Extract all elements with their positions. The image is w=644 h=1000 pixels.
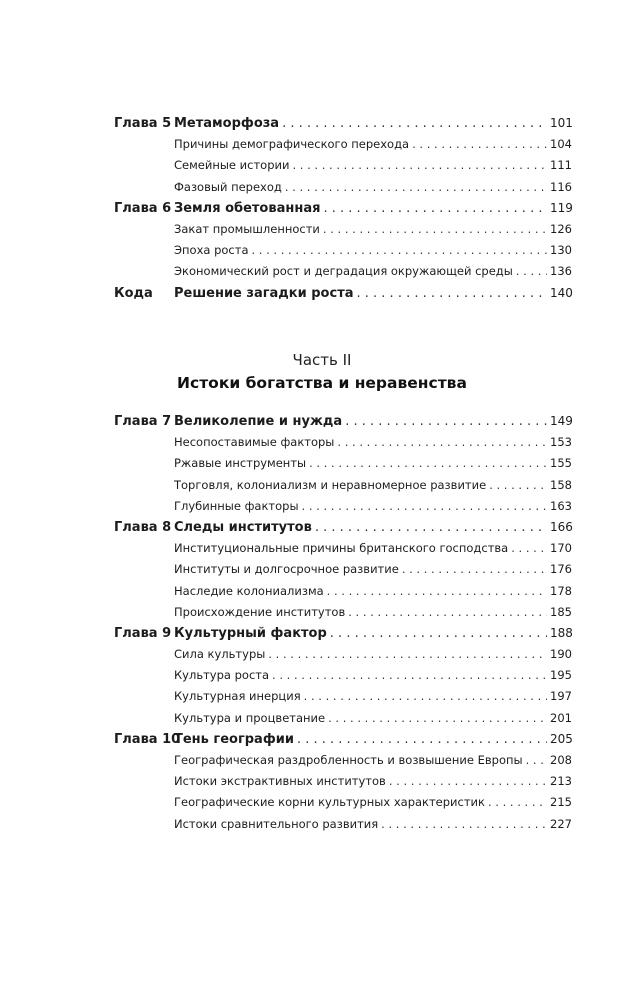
page-number: 190: [550, 647, 572, 662]
toc-subsection-row: [114, 774, 572, 795]
toc-subsection-row: [114, 541, 572, 562]
toc-subsection-row: [114, 477, 572, 499]
dot-leader: [309, 456, 547, 470]
part-title: Истоки богатства и неравенства: [177, 374, 467, 392]
toc-subsection-row: [114, 137, 572, 158]
chapter-title: Культурный фактор: [174, 625, 327, 641]
page-number: 208: [550, 753, 572, 767]
page-number: 163: [550, 498, 572, 513]
dot-leader: [282, 116, 547, 131]
toc-section-1: [114, 116, 573, 307]
toc-subsection-row: [114, 795, 572, 816]
page-number: 213: [550, 774, 572, 789]
toc-chapter-row: [114, 116, 573, 137]
chapter-title: Земля обетованная: [174, 200, 321, 216]
page-number: 101: [550, 116, 573, 130]
subsection-title: Глубинные факторы: [174, 498, 299, 513]
dot-leader: [304, 689, 547, 703]
subsection-title: Торговля, колониализм и неравномерное развитие: [174, 477, 487, 492]
subsection-title: Истоки сравнительного развития: [174, 816, 379, 831]
toc-subsection-row: [114, 689, 572, 710]
dot-leader: [516, 264, 547, 278]
dot-leader: [337, 435, 547, 449]
dot-leader: [511, 541, 547, 555]
chapter-title: Решение загадки роста: [174, 285, 354, 301]
page-number: 188: [550, 625, 573, 640]
subsection-title: Ржавые инструменты: [174, 456, 307, 471]
dot-leader: [327, 584, 547, 598]
subsection-title: Наследие колониализма: [174, 583, 324, 598]
toc-chapter-row: [114, 625, 573, 647]
chapter-label: Глава 6: [114, 200, 172, 216]
toc-subsection-row: [114, 604, 572, 626]
chapter-title: Следы институтов: [174, 519, 312, 535]
page-number: 215: [550, 795, 572, 810]
dot-leader: [252, 243, 548, 257]
dot-leader: [412, 137, 547, 151]
dot-leader: [297, 732, 547, 747]
subsection-title: Эпоха роста: [174, 243, 249, 258]
toc-subsection-row: [114, 456, 572, 477]
page-number: 197: [550, 689, 572, 704]
subsection-title: Истоки экстрактивных институтов: [174, 774, 386, 789]
dot-leader: [488, 795, 547, 809]
subsection-title: Фазовый переход: [174, 179, 282, 194]
page-number: 130: [550, 243, 572, 258]
subsection-title: Происхождение институтов: [174, 604, 346, 619]
page-number: 153: [550, 435, 572, 450]
page-number: 155: [550, 456, 572, 471]
subsection-title: Географические корни культурных характеристик: [174, 795, 485, 810]
toc-subsection-row: [114, 179, 572, 201]
subsection-title: Институциональные причины британского господства: [174, 541, 509, 556]
dot-leader: [285, 180, 547, 194]
page-number: 116: [550, 179, 572, 194]
toc-subsection-row: [114, 221, 572, 243]
page-number: 158: [550, 477, 572, 492]
dot-leader: [302, 499, 547, 513]
page-number: 176: [550, 562, 572, 577]
subsection-title: Сила культуры: [174, 647, 266, 662]
page-number: 227: [550, 816, 572, 831]
toc-subsection-row: [114, 668, 572, 689]
dot-leader: [272, 668, 547, 682]
dot-leader: [323, 222, 547, 236]
toc-chapter-row: [114, 731, 573, 753]
dot-leader: [381, 817, 547, 831]
page-number: 136: [550, 264, 572, 279]
subsection-title: Культура и процветание: [174, 710, 326, 725]
page-number: 178: [550, 583, 572, 598]
page-number: 170: [550, 541, 572, 556]
toc-subsection-row: [114, 753, 572, 774]
chapter-title: Метаморфоза: [174, 116, 280, 131]
page-number: 104: [550, 137, 572, 152]
toc-chapter-row: [114, 519, 573, 541]
page-number: 149: [550, 414, 573, 428]
toc-subsection-row: [114, 264, 572, 285]
dot-leader: [348, 605, 547, 619]
dot-leader: [357, 286, 548, 301]
toc-subsection-row: [114, 816, 572, 838]
page-number: 126: [550, 221, 572, 236]
subsection-title: Причины демографического перехода: [174, 137, 410, 152]
dot-leader: [389, 774, 547, 788]
toc-subsection-row: [114, 243, 572, 264]
chapter-label: Глава 10: [114, 731, 181, 747]
page-number: 166: [550, 519, 573, 534]
dot-leader: [345, 414, 547, 429]
toc-subsection-row: [114, 583, 572, 605]
chapter-label: Глава 7: [114, 414, 172, 429]
subsection-title: Географическая раздробленность и возвышение Европы: [174, 753, 523, 767]
part-label: Часть II: [292, 351, 352, 369]
page-number: 119: [550, 200, 573, 215]
toc-chapter-row: [114, 285, 573, 307]
toc-chapter-row: [114, 414, 573, 435]
subsection-title: Экономический рост и деградация окружающей среды: [174, 264, 513, 279]
dot-leader: [323, 201, 547, 216]
subsection-title: Несопоставимые факторы: [174, 435, 335, 450]
page-number: 111: [550, 158, 572, 173]
toc-chapter-row: [114, 200, 573, 222]
dot-leader: [292, 158, 547, 172]
toc-subsection-row: [114, 158, 572, 179]
chapter-title: Тень географии: [174, 731, 294, 747]
subsection-title: Семейные истории: [174, 158, 290, 173]
page-number: 201: [550, 710, 572, 725]
toc-subsection-row: [114, 435, 572, 456]
dot-leader: [268, 647, 547, 661]
chapter-label: Глава 8: [114, 519, 172, 535]
page-number: 205: [550, 731, 573, 746]
chapter-label: Кода: [114, 285, 153, 301]
part-heading: [0, 350, 644, 394]
subsection-title: Закат промышленности: [174, 221, 320, 236]
chapter-label: Глава 9: [114, 625, 172, 641]
toc-section-2: [114, 414, 573, 838]
page-number: 185: [550, 604, 572, 619]
dot-leader: [330, 626, 547, 641]
page-number: 140: [550, 285, 573, 300]
toc-subsection-row: [114, 498, 572, 520]
page-number: 195: [550, 668, 572, 683]
toc-subsection-row: [114, 647, 572, 668]
dot-leader: [526, 753, 547, 767]
chapter-title: Великолепие и нужда: [174, 414, 343, 429]
chapter-label: Глава 5: [114, 116, 172, 131]
dot-leader: [489, 478, 547, 492]
toc-subsection-row: [114, 710, 572, 732]
dot-leader: [402, 562, 547, 576]
dot-leader: [315, 520, 547, 535]
subsection-title: Культура роста: [174, 668, 270, 683]
subsection-title: Культурная инерция: [174, 689, 301, 704]
dot-leader: [328, 711, 547, 725]
toc-subsection-row: [114, 562, 572, 583]
subsection-title: Институты и долгосрочное развитие: [174, 562, 399, 577]
